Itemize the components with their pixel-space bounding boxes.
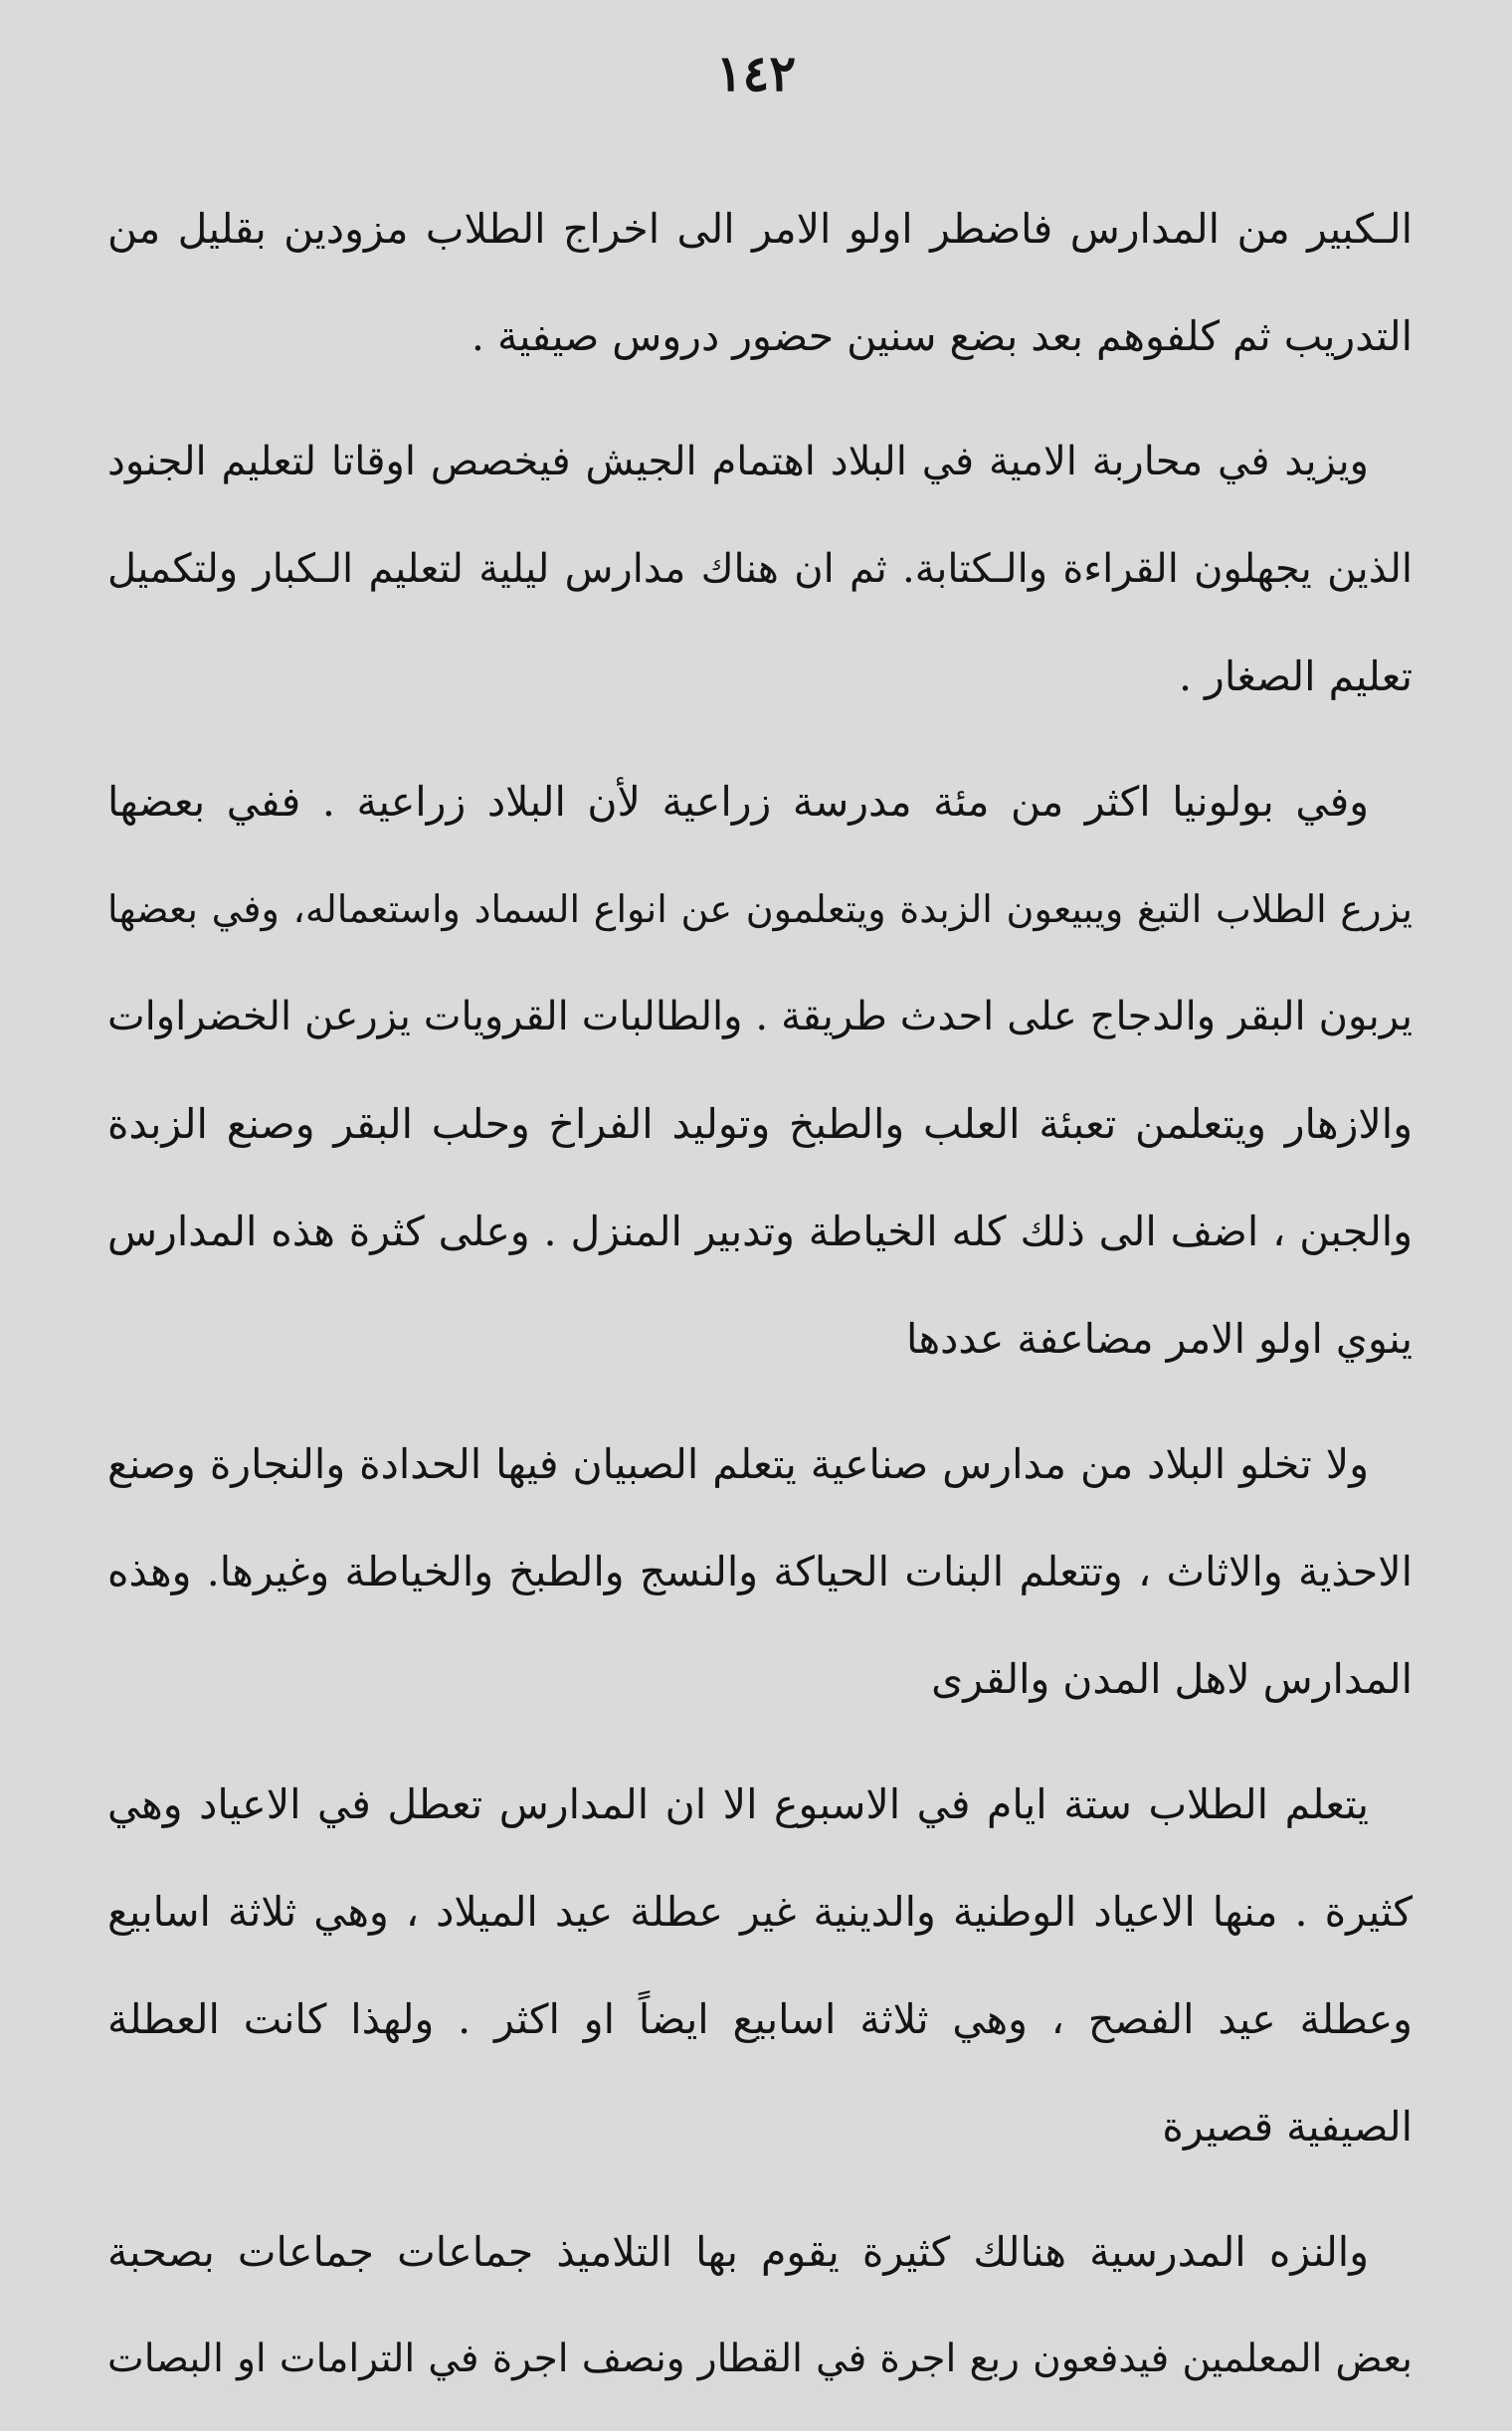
- text-line: وعطلة عيد الفصح ، وهي ثلاثة اسابيع ايضاً او اكثر . ولهذا كانت العطلة: [107, 1995, 1413, 2043]
- text-line: وفي بولونيا اكثر من مئة مدرسة زراعية لأن البلاد زراعية . ففي بعضها: [107, 778, 1369, 826]
- text-line: يزرع الطلاب التبغ ويبيعون الزبدة ويتعلمون عن انواع السماد واستعماله، وفي بعضها: [107, 887, 1413, 931]
- text-line: التدريب ثم كلفوهم بعد بضع سنين حضور دروس صيفية .: [471, 312, 1413, 360]
- page-number: ١٤٢: [715, 44, 797, 102]
- text-line: ينوي اولو الامر مضاعفة عددها: [906, 1315, 1413, 1363]
- paragraph: [107, 748, 1413, 1393]
- text-line: ولا تخلو البلاد من مدارس صناعية يتعلم الصبيان فيها الحدادة والنجارة وصنع: [107, 1440, 1369, 1488]
- text-line: الـكبير من المدارس فاضطر اولو الامر الى اخراج الطلاب مزودين بقليل من: [107, 205, 1413, 253]
- text-line: والازهار ويتعلمن تعبئة العلب والطبخ وتوليد الفراخ وحلب البقر وصنع الزبدة: [107, 1100, 1413, 1148]
- body-text: [107, 175, 1413, 2431]
- text-line: يتعلم الطلاب ستة ايام في الاسبوع الا ان المدارس تعطل في الاعياد وهي: [107, 1780, 1369, 1828]
- text-line: الذين يجهلون القراءة والـكتابة. ثم ان هناك مدارس ليلية لتعليم الـكبار ولتكميل: [107, 546, 1413, 592]
- text-line: تعليم الصغار .: [1178, 653, 1413, 700]
- text-line: كثيرة . منها الاعياد الوطنية والدينية غير عطلة عيد الميلاد ، وهي ثلاثة اسابيع: [107, 1888, 1413, 1936]
- text-line: بعض المعلمين فيدفعون ربع اجرة في القطار ونصف اجرة في الترامات او البصات: [107, 2337, 1413, 2381]
- text-line: والنزه المدرسية هنالك كثيرة يقوم بها التلاميذ جماعات جماعات بصحبة: [107, 2228, 1369, 2276]
- text-line: المدارس لاهل المدن والقرى: [931, 1655, 1413, 1703]
- text-line: الاحذية والاثاث ، وتتعلم البنات الحياكة والنسج والطبخ والخياطة وغيرها. وهذه: [107, 1548, 1413, 1595]
- paragraph: [107, 175, 1413, 390]
- text-line: الصيفية قصيرة: [1162, 2103, 1413, 2150]
- paragraph: [107, 1751, 1413, 2180]
- paragraph: [107, 1410, 1413, 1733]
- text-line: ويزيد في محاربة الامية في البلاد اهتمام الجيش فيخصص اوقاتا لتعليم الجنود: [107, 439, 1369, 484]
- paragraph: [107, 408, 1413, 730]
- text-line: يربون البقر والدجاج على احدث طريقة . والطالبات القرويات يزرعن الخضراوات: [107, 994, 1413, 1039]
- paragraph: [107, 2198, 1413, 2413]
- text-line: والجبن ، اضف الى ذلك كله الخياطة وتدبير المنزل . وعلى كثرة هذه المدارس: [107, 1208, 1413, 1255]
